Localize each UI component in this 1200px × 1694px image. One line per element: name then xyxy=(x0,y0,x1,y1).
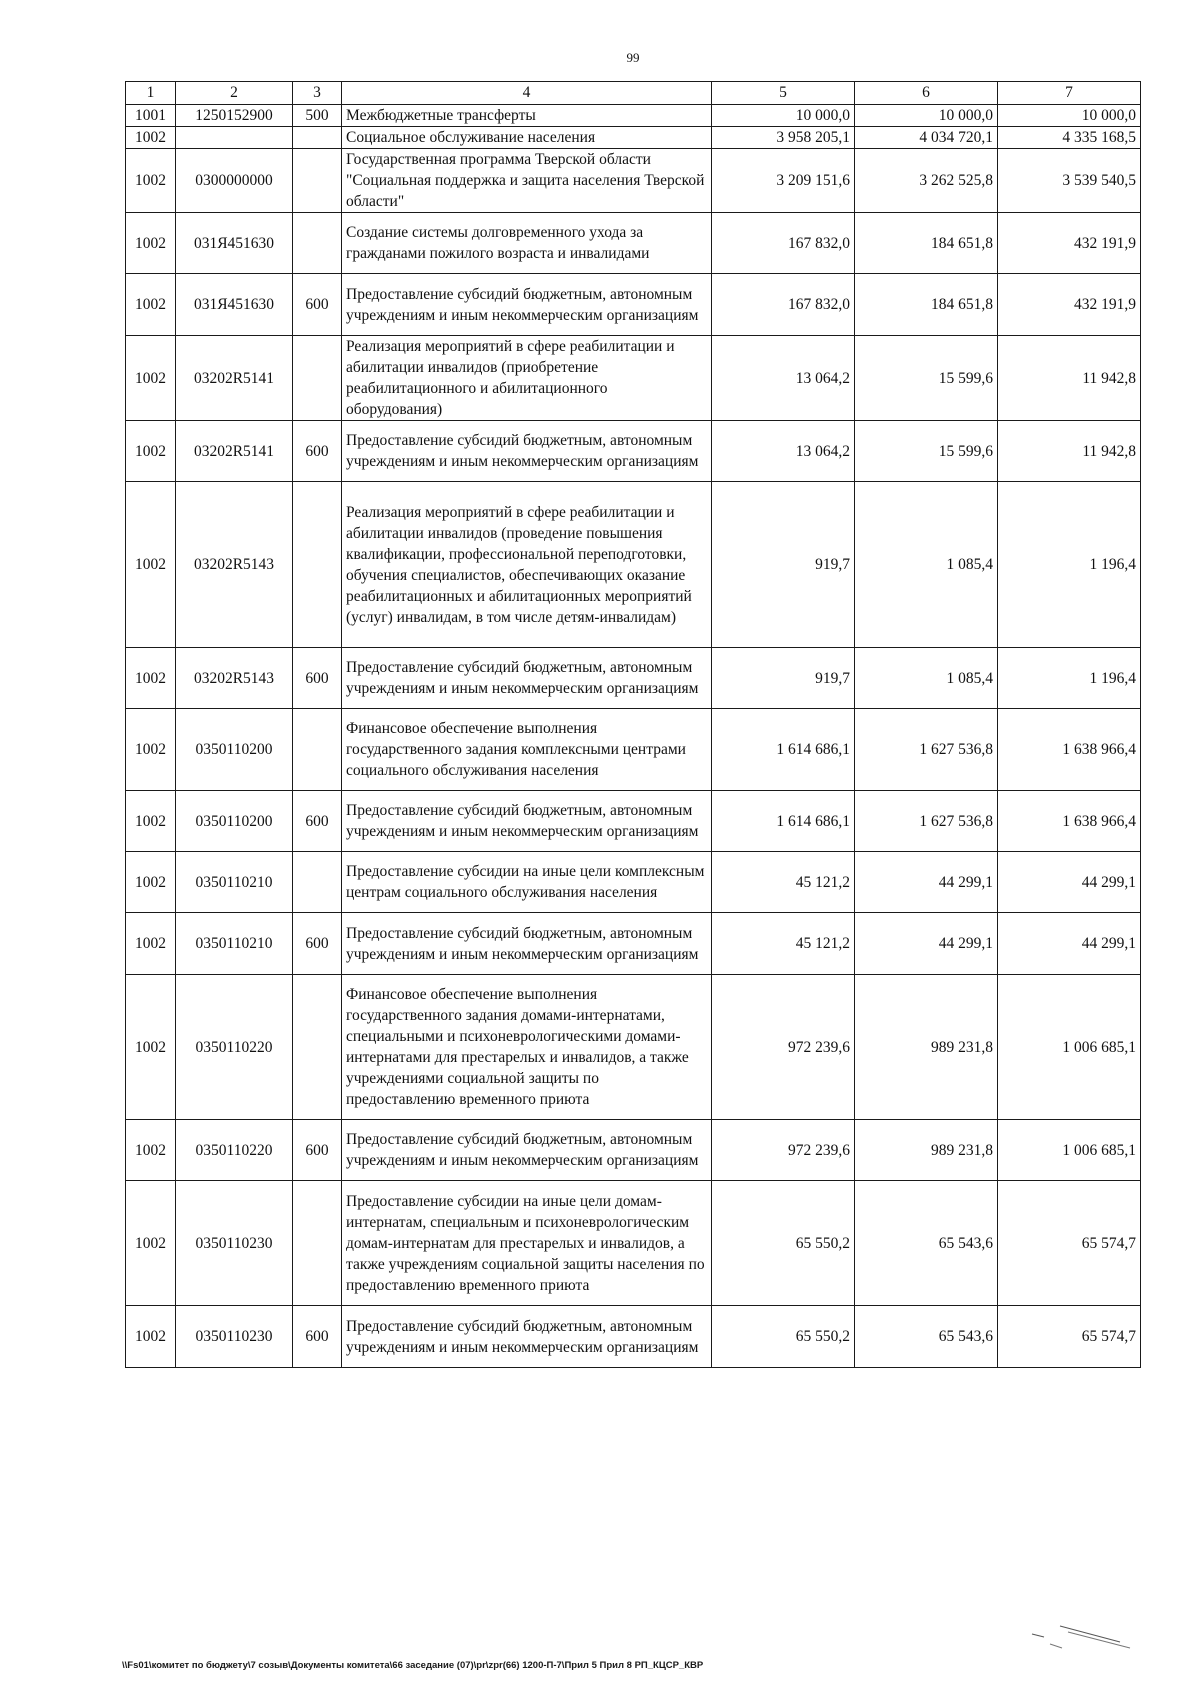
item-name-cell: Финансовое обеспечение выполнения государственного задания домами-интернатами, специальными и психоневрологическими домами-интернатами для престарелых и инвалидов, а также учреждениями социальной защиты по предоставлению временного приюта xyxy=(342,975,712,1120)
amount-year-1-cell: 919,7 xyxy=(712,482,855,648)
amount-year-2-cell: 15 599,6 xyxy=(855,336,998,421)
amount-year-3-cell: 10 000,0 xyxy=(998,105,1141,127)
section-code-cell: 1002 xyxy=(126,421,176,482)
expense-type-code-cell: 600 xyxy=(293,274,342,336)
header-cell: 2 xyxy=(176,82,293,105)
expense-type-code-cell: 600 xyxy=(293,1120,342,1181)
table-row xyxy=(126,421,1141,482)
amount-year-2-cell: 989 231,8 xyxy=(855,975,998,1120)
table-row xyxy=(126,274,1141,336)
section-code-cell: 1002 xyxy=(126,336,176,421)
amount-year-2-cell: 3 262 525,8 xyxy=(855,149,998,213)
amount-year-1-cell: 1 614 686,1 xyxy=(712,791,855,852)
scan-artifact xyxy=(1030,1620,1140,1660)
expense-type-code-cell xyxy=(293,975,342,1120)
amount-year-3-cell: 65 574,7 xyxy=(998,1306,1141,1368)
target-article-code-cell: 03202R5141 xyxy=(176,336,293,421)
section-code-cell: 1002 xyxy=(126,482,176,648)
target-article-code-cell: 0300000000 xyxy=(176,149,293,213)
table-row xyxy=(126,213,1141,274)
section-code-cell: 1002 xyxy=(126,709,176,791)
target-article-code-cell: 0350110220 xyxy=(176,1120,293,1181)
amount-year-3-cell: 44 299,1 xyxy=(998,913,1141,975)
table-header-row xyxy=(126,82,1141,105)
header-cell: 7 xyxy=(998,82,1141,105)
target-article-code-cell: 0350110210 xyxy=(176,913,293,975)
document-file-path: \\Fs01\комитет по бюджету\7 созыв\Документы комитета\66 заседание (07)\pr\zpr(66) 1200-П-7\Прил 5 Прил 8 РП_КЦСР_КВР xyxy=(122,1660,704,1671)
table-row xyxy=(126,105,1141,127)
item-name-cell: Реализация мероприятий в сфере реабилитации и абилитации инвалидов (приобретение реабилитационного и абилитационного оборудования) xyxy=(342,336,712,421)
target-article-code-cell: 0350110210 xyxy=(176,852,293,913)
expense-type-code-cell xyxy=(293,482,342,648)
amount-year-2-cell: 10 000,0 xyxy=(855,105,998,127)
item-name-cell: Предоставление субсидий бюджетным, автономным учреждениям и иным некоммерческим организациям xyxy=(342,791,712,852)
amount-year-2-cell: 65 543,6 xyxy=(855,1181,998,1306)
item-name-cell: Финансовое обеспечение выполнения государственного задания комплексными центрами социального обслуживания населения xyxy=(342,709,712,791)
amount-year-2-cell: 1 627 536,8 xyxy=(855,791,998,852)
amount-year-1-cell: 13 064,2 xyxy=(712,421,855,482)
amount-year-2-cell: 65 543,6 xyxy=(855,1306,998,1368)
table-row xyxy=(126,482,1141,648)
table-row xyxy=(126,709,1141,791)
amount-year-3-cell: 1 638 966,4 xyxy=(998,709,1141,791)
header-cell: 3 xyxy=(293,82,342,105)
table-row xyxy=(126,852,1141,913)
section-code-cell: 1002 xyxy=(126,1120,176,1181)
expense-type-code-cell xyxy=(293,213,342,274)
amount-year-1-cell: 45 121,2 xyxy=(712,852,855,913)
expense-type-code-cell xyxy=(293,149,342,213)
item-name-cell: Предоставление субсидии на иные цели домам-интернатам, специальным и психоневрологическим домам-интернатам для престарелых и инвалидов, а также учреждениям социальной защиты населения по предоставлению временного приюта xyxy=(342,1181,712,1306)
page-number: 99 xyxy=(626,50,640,65)
amount-year-2-cell: 4 034 720,1 xyxy=(855,127,998,149)
target-article-code-cell: 0350110220 xyxy=(176,975,293,1120)
amount-year-3-cell: 1 196,4 xyxy=(998,482,1141,648)
target-article-code-cell: 03202R5141 xyxy=(176,421,293,482)
table-row xyxy=(126,127,1141,149)
amount-year-2-cell: 1 627 536,8 xyxy=(855,709,998,791)
target-article-code-cell: 031Я451630 xyxy=(176,274,293,336)
amount-year-2-cell: 184 651,8 xyxy=(855,274,998,336)
target-article-code-cell: 0350110230 xyxy=(176,1181,293,1306)
target-article-code-cell xyxy=(176,127,293,149)
amount-year-3-cell: 1 196,4 xyxy=(998,648,1141,709)
amount-year-2-cell: 989 231,8 xyxy=(855,1120,998,1181)
header-cell: 6 xyxy=(855,82,998,105)
expense-type-code-cell xyxy=(293,852,342,913)
expense-type-code-cell xyxy=(293,336,342,421)
section-code-cell: 1001 xyxy=(126,105,176,127)
header-cell: 4 xyxy=(342,82,712,105)
item-name-cell: Предоставление субсидий бюджетным, автономным учреждениям и иным некоммерческим организациям xyxy=(342,1306,712,1368)
table-row xyxy=(126,336,1141,421)
item-name-cell: Предоставление субсидий бюджетным, автономным учреждениям и иным некоммерческим организациям xyxy=(342,913,712,975)
item-name-cell: Предоставление субсидий бюджетным, автономным учреждениям и иным некоммерческим организациям xyxy=(342,648,712,709)
target-article-code-cell: 0350110200 xyxy=(176,709,293,791)
item-name-cell: Предоставление субсидий бюджетным, автономным учреждениям и иным некоммерческим организациям xyxy=(342,274,712,336)
section-code-cell: 1002 xyxy=(126,127,176,149)
item-name-cell: Социальное обслуживание населения xyxy=(342,127,712,149)
table-row xyxy=(126,791,1141,852)
target-article-code-cell: 03202R5143 xyxy=(176,648,293,709)
section-code-cell: 1002 xyxy=(126,149,176,213)
section-code-cell: 1002 xyxy=(126,852,176,913)
table-row xyxy=(126,1120,1141,1181)
amount-year-1-cell: 13 064,2 xyxy=(712,336,855,421)
expense-type-code-cell xyxy=(293,709,342,791)
target-article-code-cell: 0350110200 xyxy=(176,791,293,852)
amount-year-3-cell: 4 335 168,5 xyxy=(998,127,1141,149)
amount-year-3-cell: 11 942,8 xyxy=(998,421,1141,482)
item-name-cell: Государственная программа Тверской области "Социальная поддержка и защита населения Тверской области" xyxy=(342,149,712,213)
table-row xyxy=(126,1306,1141,1368)
amount-year-1-cell: 65 550,2 xyxy=(712,1181,855,1306)
target-article-code-cell: 0350110230 xyxy=(176,1306,293,1368)
amount-year-3-cell: 1 006 685,1 xyxy=(998,1120,1141,1181)
amount-year-2-cell: 1 085,4 xyxy=(855,482,998,648)
section-code-cell: 1002 xyxy=(126,648,176,709)
amount-year-1-cell: 167 832,0 xyxy=(712,274,855,336)
section-code-cell: 1002 xyxy=(126,213,176,274)
item-name-cell: Создание системы долговременного ухода за гражданами пожилого возраста и инвалидами xyxy=(342,213,712,274)
target-article-code-cell: 03202R5143 xyxy=(176,482,293,648)
header-cell: 5 xyxy=(712,82,855,105)
amount-year-2-cell: 184 651,8 xyxy=(855,213,998,274)
section-code-cell: 1002 xyxy=(126,913,176,975)
expense-type-code-cell xyxy=(293,1181,342,1306)
amount-year-2-cell: 44 299,1 xyxy=(855,852,998,913)
section-code-cell: 1002 xyxy=(126,274,176,336)
section-code-cell: 1002 xyxy=(126,975,176,1120)
expense-type-code-cell: 600 xyxy=(293,1306,342,1368)
amount-year-3-cell: 432 191,9 xyxy=(998,213,1141,274)
table-row xyxy=(126,975,1141,1120)
section-code-cell: 1002 xyxy=(126,791,176,852)
amount-year-1-cell: 919,7 xyxy=(712,648,855,709)
expense-type-code-cell: 600 xyxy=(293,648,342,709)
table-row xyxy=(126,149,1141,213)
item-name-cell: Предоставление субсидии на иные цели комплексным центрам социального обслуживания населения xyxy=(342,852,712,913)
item-name-cell: Межбюджетные трансферты xyxy=(342,105,712,127)
amount-year-3-cell: 1 006 685,1 xyxy=(998,975,1141,1120)
amount-year-3-cell: 44 299,1 xyxy=(998,852,1141,913)
expense-type-code-cell: 600 xyxy=(293,791,342,852)
amount-year-3-cell: 65 574,7 xyxy=(998,1181,1141,1306)
expense-type-code-cell: 500 xyxy=(293,105,342,127)
expense-type-code-cell: 600 xyxy=(293,421,342,482)
target-article-code-cell: 1250152900 xyxy=(176,105,293,127)
amount-year-1-cell: 972 239,6 xyxy=(712,975,855,1120)
table-row xyxy=(126,648,1141,709)
amount-year-1-cell: 3 209 151,6 xyxy=(712,149,855,213)
budget-table xyxy=(125,81,1141,1368)
section-code-cell: 1002 xyxy=(126,1306,176,1368)
amount-year-2-cell: 44 299,1 xyxy=(855,913,998,975)
item-name-cell: Предоставление субсидий бюджетным, автономным учреждениям и иным некоммерческим организациям xyxy=(342,421,712,482)
amount-year-1-cell: 45 121,2 xyxy=(712,913,855,975)
amount-year-1-cell: 3 958 205,1 xyxy=(712,127,855,149)
amount-year-2-cell: 1 085,4 xyxy=(855,648,998,709)
item-name-cell: Реализация мероприятий в сфере реабилитации и абилитации инвалидов (проведение повышения квалификации, профессиональной переподготовки, обучения специалистов, обеспечивающих оказание реабилитационных и абилитационных мероприятий (услуг) инвалидам, в том числе детям-инвалидам) xyxy=(342,482,712,648)
target-article-code-cell: 031Я451630 xyxy=(176,213,293,274)
amount-year-3-cell: 432 191,9 xyxy=(998,274,1141,336)
amount-year-3-cell: 1 638 966,4 xyxy=(998,791,1141,852)
table-row xyxy=(126,1181,1141,1306)
table-row xyxy=(126,913,1141,975)
amount-year-3-cell: 11 942,8 xyxy=(998,336,1141,421)
expense-type-code-cell xyxy=(293,127,342,149)
section-code-cell: 1002 xyxy=(126,1181,176,1306)
header-cell: 1 xyxy=(126,82,176,105)
amount-year-1-cell: 972 239,6 xyxy=(712,1120,855,1181)
amount-year-3-cell: 3 539 540,5 xyxy=(998,149,1141,213)
expense-type-code-cell: 600 xyxy=(293,913,342,975)
amount-year-2-cell: 15 599,6 xyxy=(855,421,998,482)
amount-year-1-cell: 167 832,0 xyxy=(712,213,855,274)
item-name-cell: Предоставление субсидий бюджетным, автономным учреждениям и иным некоммерческим организациям xyxy=(342,1120,712,1181)
amount-year-1-cell: 1 614 686,1 xyxy=(712,709,855,791)
amount-year-1-cell: 65 550,2 xyxy=(712,1306,855,1368)
amount-year-1-cell: 10 000,0 xyxy=(712,105,855,127)
